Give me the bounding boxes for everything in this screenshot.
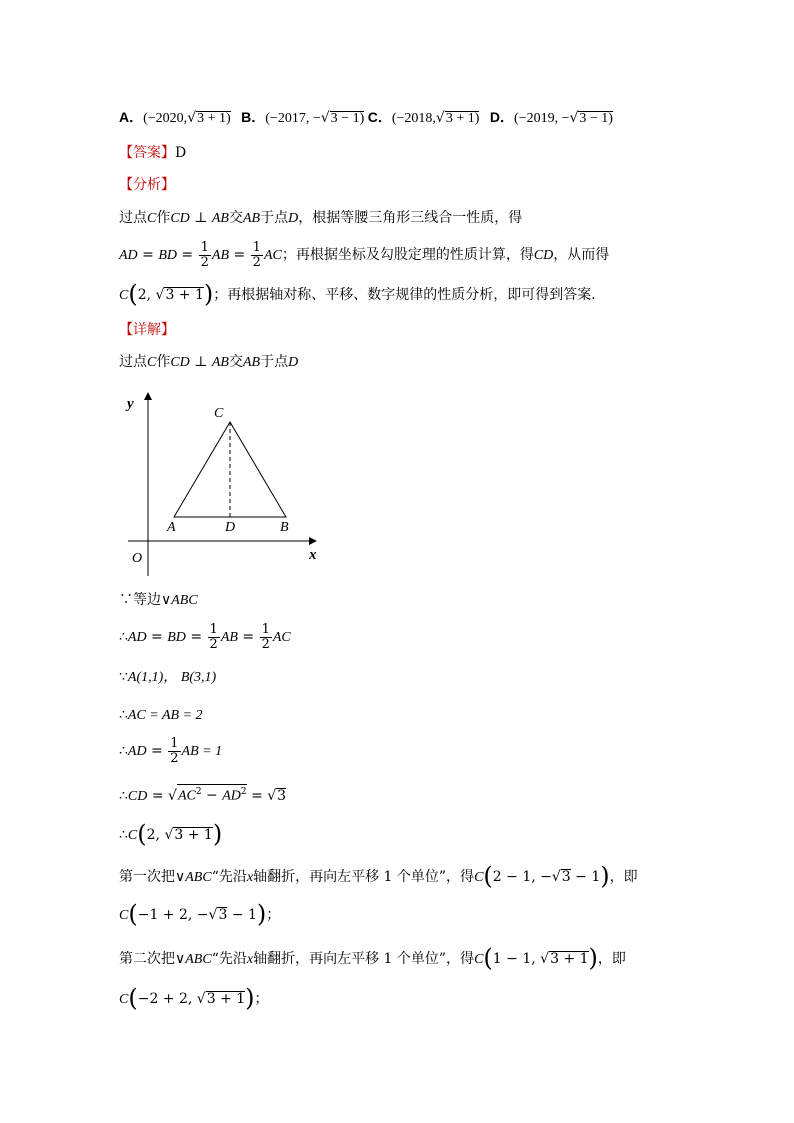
option-c-label: C． bbox=[367, 109, 392, 125]
detail-step-c: ∴C(2, √3 + 1) bbox=[119, 820, 223, 848]
label-d: D bbox=[225, 520, 236, 535]
option-a-value: (−2020,√3 + 1) bbox=[143, 110, 231, 126]
label-a: A bbox=[167, 520, 176, 535]
label-o: O bbox=[132, 551, 143, 566]
options-line bbox=[119, 107, 613, 129]
detail-step-ad: ∴AD = $\frac{1}{2}$ AB = 1 bbox=[119, 735, 223, 766]
triangle-figure bbox=[113, 388, 333, 582]
label-c: C bbox=[214, 406, 224, 421]
triangle-diagram bbox=[113, 388, 333, 578]
detail-first-result: C(−1 + 2, −√3 − 1)； bbox=[119, 900, 281, 928]
option-c-value: (−2018,√3 + 1) bbox=[391, 110, 480, 126]
answer-heading: 【答案】 bbox=[119, 145, 175, 161]
detail-heading: 【详解】 bbox=[119, 322, 175, 338]
analysis-line-3: C(2, √3 + 1)；再根据轴对称、平移、数字规律的性质分析，即可得到答案． bbox=[119, 280, 606, 308]
analysis-heading: 【分析】 bbox=[119, 177, 175, 193]
answer-value: D bbox=[175, 145, 187, 161]
option-d-value: (−2019, −√3 − 1) bbox=[514, 110, 613, 126]
detail-second-transform: 第二次把∨ABC“先沿x轴翻折，再向左平移 1 个单位”，得C(1 − 1, √3 + 1)，即 bbox=[119, 944, 626, 972]
analysis-line-2: AD = BD = $\frac{1}{2}$ AB = $\frac{1}{2}$ AC；再根据坐标及勾股定理的性质计算，得CD，从而得 bbox=[119, 239, 610, 270]
label-b: B bbox=[280, 520, 289, 535]
option-d-label: D． bbox=[489, 109, 515, 125]
detail-step-halves: ∴AD = BD = $\frac{1}{2}$ AB = $\frac{1}{2}$ AC bbox=[119, 621, 291, 652]
answer-line bbox=[119, 143, 186, 163]
detail-line-1: 过点C作CD ⊥ AB交AB于点D bbox=[119, 354, 299, 370]
label-x: x bbox=[309, 547, 317, 563]
option-b-value: (−2017, −√3 − 1) bbox=[265, 110, 365, 126]
detail-because-equilateral: ∵等边∨ABC bbox=[119, 592, 198, 608]
option-a-label: A． bbox=[119, 109, 144, 125]
detail-second-result: C(−2 + 2, √3 + 1)； bbox=[119, 984, 269, 1012]
label-y: y bbox=[127, 396, 134, 412]
detail-step-ac: ∴AC = AB = 2 bbox=[119, 707, 203, 723]
detail-first-transform: 第一次把∨ABC“先沿x轴翻折，再向左平移 1 个单位”，得C(2 − 1, −√3 − 1)，即 bbox=[119, 862, 638, 890]
analysis-line-1: 过点C作CD ⊥ AB交AB于点D，根据等腰三角形三线合一性质，得 bbox=[119, 210, 523, 226]
option-b-label: B． bbox=[241, 109, 266, 125]
detail-step-cd: ∴CD = $√AC^2 - AD^2 = √3$ bbox=[119, 784, 286, 809]
detail-because-points: ∵A(1,1)， B(3,1) bbox=[119, 670, 217, 685]
